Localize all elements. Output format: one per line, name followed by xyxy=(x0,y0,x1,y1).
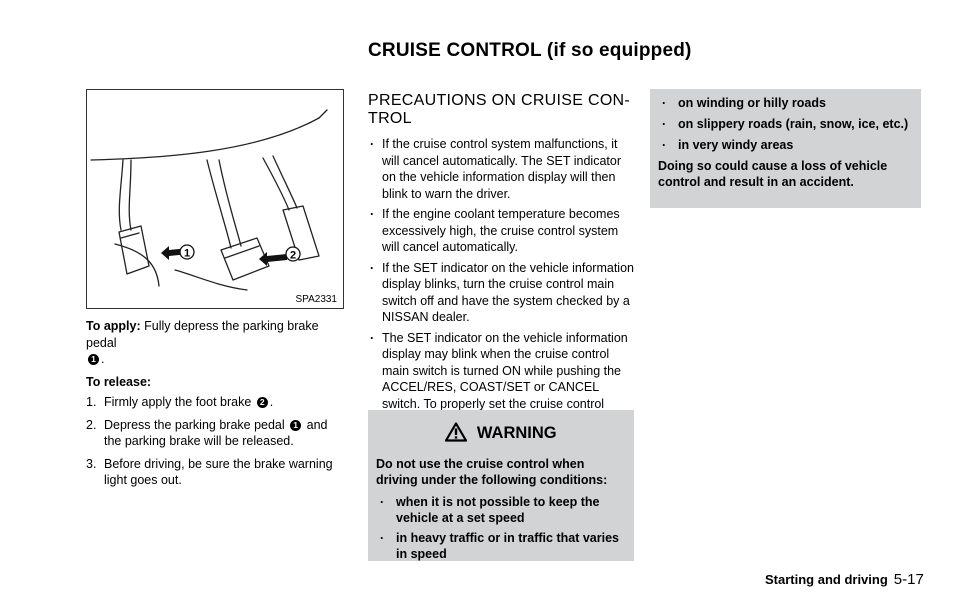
page-number: 5-17 xyxy=(893,571,924,588)
precautions-list xyxy=(368,136,634,429)
footer-section: Starting and driving xyxy=(765,572,888,587)
precaution-item: . If the SET indicator on the vehicle information display blinks, turn the cruise control main switch off and have the system checked by a NISSAN dealer. xyxy=(368,260,634,326)
page-footer xyxy=(765,571,924,588)
warning-box xyxy=(368,410,634,561)
warning-list xyxy=(376,494,626,562)
warning-item: . on winding or hilly roads xyxy=(658,95,913,111)
to-release-label: To release: xyxy=(86,374,152,389)
pedal-illustration xyxy=(86,89,344,309)
step-text: Before driving, be sure the brake warning light goes out. xyxy=(104,456,333,487)
middle-column xyxy=(368,92,634,433)
step-text-end: and the parking brake will be released. xyxy=(104,417,328,448)
warning-title: WARNING xyxy=(476,424,557,442)
warning-continued-list xyxy=(658,95,913,153)
warning-item: . when it is not possible to keep the vehicle at a set speed xyxy=(376,494,626,526)
warning-triangle-icon xyxy=(445,422,467,442)
precautions-heading: PRECAUTIONS ON CRUISE CON-TROL xyxy=(368,92,631,127)
to-apply-end: . xyxy=(101,352,105,366)
step-number: 3. xyxy=(86,456,97,471)
warning-item: . in very windy areas xyxy=(658,137,913,153)
step-text-end: . xyxy=(269,395,274,409)
step-text: Depress the parking brake pedal xyxy=(104,417,285,432)
warning-item: . in heavy traffic or in traffic that varies in speed xyxy=(376,530,626,562)
step-number: 2. xyxy=(86,417,97,432)
circle-number-1-icon: 1 xyxy=(290,420,301,431)
warning-continued-box xyxy=(650,89,921,208)
callout-2: 2 xyxy=(289,249,297,262)
to-apply-label: To apply: xyxy=(86,319,141,333)
precaution-item: . If the engine coolant temperature becomes excessively high, the cruise control system will cancel automatically. xyxy=(368,206,634,256)
release-step xyxy=(86,394,348,411)
release-step xyxy=(86,456,348,489)
to-apply-paragraph xyxy=(86,318,348,368)
release-step xyxy=(86,417,348,450)
step-text: Firmly apply the foot brake xyxy=(104,395,252,409)
circle-number-2-icon: 2 xyxy=(257,397,268,408)
warning-closing: Doing so could cause a loss of vehicle control and result in an accident. xyxy=(658,159,888,189)
to-apply-text: Fully depress the parking brake pedal xyxy=(86,319,319,350)
circle-number-1-icon: 1 xyxy=(88,354,99,365)
warning-intro: Do not use the cruise control when driving under the following conditions: xyxy=(376,457,608,487)
step-number: 1. xyxy=(86,395,97,409)
warning-item: . on slippery roads (rain, snow, ice, etc.) xyxy=(658,116,913,132)
release-steps xyxy=(86,394,348,489)
section-title: CRUISE CONTROL (if so equipped) xyxy=(368,40,692,61)
precaution-item: . If the cruise control system malfunctions, it will cancel automatically. The SET indicator on the vehicle information display will then blink to warn the driver. xyxy=(368,136,634,202)
callout-1: 1 xyxy=(183,247,191,260)
warning-header xyxy=(376,422,626,446)
figure-caption: SPA2331 xyxy=(295,294,337,305)
precaution-item: . The SET indicator on the vehicle information display may blink when the cruise control main switch is turned ON while pushing the ACCEL/RES, COAST/SET or CANCEL switch. To properly set the cruise control xyxy=(368,330,634,429)
left-column xyxy=(86,318,348,495)
pedal-drawing xyxy=(87,90,342,307)
